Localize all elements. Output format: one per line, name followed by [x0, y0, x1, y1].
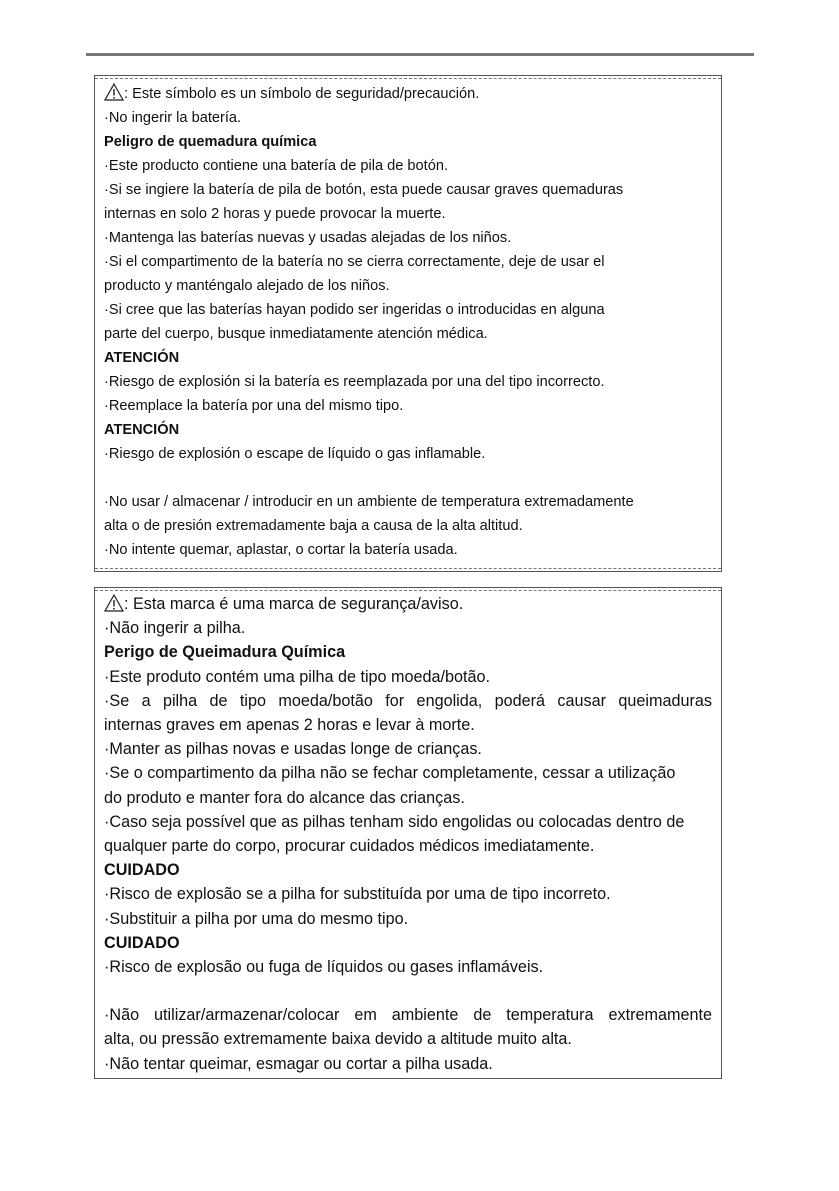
list-item: ·Não tentar queimar, esmagar ou cortar a pilha usada.: [104, 1054, 493, 1073]
list-item-continued: producto y manténgalo alejado de los niños.: [104, 278, 390, 294]
warning-triangle-icon: [104, 594, 124, 612]
list-item: ·Si cree que las baterías hayan podido ser ingeridas o introducidas en alguna: [104, 302, 605, 318]
section-heading: ATENCIÓN: [104, 350, 180, 366]
symbol-line: [104, 82, 712, 106]
list-item-continued: internas graves em apenas 2 horas e levar à morte.: [104, 716, 475, 735]
warning-triangle-icon: [104, 83, 124, 101]
list-item-continued: do produto e manter fora do alcance das crianças.: [104, 788, 465, 807]
section-heading: ATENCIÓN: [104, 422, 180, 438]
section-heading: CUIDADO: [104, 861, 180, 880]
list-item: ·No ingerir la batería.: [104, 110, 242, 126]
safety-box-spanish: [94, 75, 722, 572]
list-item: ·Risco de explosão ou fuga de líquidos ou gases inflamáveis.: [104, 958, 544, 977]
list-item: ·Manter as pilhas novas e usadas longe de crianças.: [104, 740, 482, 759]
list-item: ·Não utilizar/armazenar/colocar em ambiente de temperatura extremamente: [104, 1006, 712, 1025]
list-item: ·Substituir a pilha por uma do mesmo tipo.: [104, 909, 409, 928]
dashed-rule: [95, 568, 721, 569]
safety-box-portuguese: [94, 587, 722, 1079]
list-item: ·Riesgo de explosión si la batería es reemplazada por una del tipo incorrecto.: [104, 374, 605, 390]
dashed-rule: [95, 590, 721, 591]
list-item: ·No usar / almacenar / introducir en un ambiente de temperatura extremadamente: [104, 494, 634, 510]
symbol-text: : Este símbolo es un símbolo de seguridad/precaución.: [124, 86, 480, 102]
list-item-continued: qualquer parte do corpo, procurar cuidados médicos imediatamente.: [104, 837, 595, 856]
list-item: ·Reemplace la batería por una del mismo tipo.: [104, 398, 404, 414]
section-heading: Peligro de quemadura química: [104, 134, 317, 150]
list-item: ·Si el compartimento de la batería no se cierra correctamente, deje de usar el: [104, 254, 605, 270]
list-item: ·Mantenga las baterías nuevas y usadas alejadas de los niños.: [104, 230, 512, 246]
spacer: [104, 466, 712, 490]
symbol-line: [104, 592, 712, 616]
list-item: ·Este produto contém uma pilha de tipo moeda/botão.: [104, 667, 491, 686]
list-item: ·Se o compartimento da pilha não se fechar completamente, cessar a utilização: [104, 764, 676, 783]
list-item: ·Este producto contiene una batería de pila de botón.: [104, 158, 449, 174]
list-item: ·Si se ingiere la batería de pila de botón, esta puede causar graves quemaduras: [104, 182, 624, 198]
dashed-rule: [95, 78, 721, 79]
list-item: ·Riesgo de explosión o escape de líquido o gas inflamable.: [104, 446, 486, 462]
list-item: ·Risco de explosão se a pilha for substituída por uma de tipo incorreto.: [104, 885, 611, 904]
header-rule: [86, 53, 754, 56]
section-heading: Perigo de Queimadura Química: [104, 643, 346, 662]
list-item: ·No intente quemar, aplastar, o cortar la batería usada.: [104, 542, 458, 558]
list-item-continued: internas en solo 2 horas y puede provocar la muerte.: [104, 206, 446, 222]
list-item-continued: alta, ou pressão extremamente baixa devido a altitude muito alta.: [104, 1030, 572, 1049]
list-item: ·Não ingerir a pilha.: [104, 619, 246, 638]
spacer: [104, 979, 712, 1003]
section-heading: CUIDADO: [104, 933, 180, 952]
symbol-text: : Esta marca é uma marca de segurança/aviso.: [124, 595, 464, 613]
list-item: ·Caso seja possível que as pilhas tenham sido engolidas ou colocadas dentro de: [104, 812, 685, 831]
list-item-continued: alta o de presión extremadamente baja a causa de la alta altitud.: [104, 518, 523, 534]
list-item: ·Se a pilha de tipo moeda/botão for engolida, poderá causar queimaduras: [104, 691, 712, 710]
list-item-continued: parte del cuerpo, busque inmediatamente atención médica.: [104, 326, 488, 342]
